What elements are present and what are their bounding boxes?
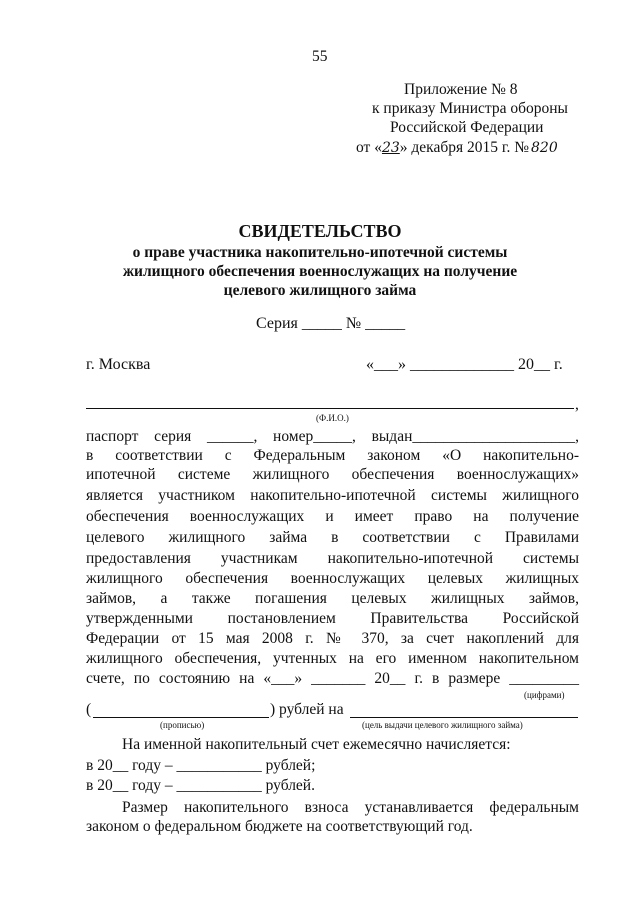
rubles-close-text: ) рублей на	[270, 701, 344, 718]
date-prefix: от «	[356, 139, 382, 156]
appendix-line-2: к приказу Министра обороны	[372, 100, 568, 117]
body-line-6: предоставления участникам накопительно-ипотечной системы	[86, 550, 579, 567]
digits-caption: (цифрами)	[524, 690, 565, 700]
body-line-3: является участником накопительно-ипотечной системы жилищного	[86, 487, 579, 504]
rubles-open-paren: (	[86, 701, 92, 718]
body-line-1: в соответствии с Федеральным законом «О накопительно-	[86, 447, 579, 464]
body-line-9: утвержденными постановлением Правительства Российской	[86, 610, 579, 627]
subtitle-line-1: о праве участника накопительно-ипотечной системы	[132, 244, 508, 261]
body-line-11: жилищного обеспечения, учтенных на его именном накопительном	[86, 650, 579, 667]
body-line-5: целевого жилищного займа в соответствии с Правилами	[86, 529, 579, 546]
document-title: СВИДЕТЕЛЬСТВО	[238, 221, 402, 241]
passport-line: паспорт серия ______, номер_____, выдан_____________________,	[86, 428, 579, 445]
appendix-line-1: Приложение № 8	[404, 81, 518, 98]
city: г. Москва	[86, 356, 151, 373]
amount-in-words-blank	[93, 717, 269, 718]
subtitle-line-3: целевого жилищного займа	[223, 282, 417, 299]
purpose-caption: (цель выдачи целевого жилищного займа)	[362, 720, 523, 730]
body-line-10: Федерации от 15 мая 2008 г. № 370, за счет накоплений для	[86, 630, 579, 647]
issue-date-line: «___» _____________ 20__ г.	[366, 356, 563, 373]
body-line-4: обеспечения военнослужащих и имеет право на получение	[86, 508, 579, 525]
year-line-1: в 20__ году – ___________ рублей;	[86, 757, 316, 774]
subtitle-line-2: жилищного обеспечения военнослужащих на получение	[122, 263, 518, 280]
body-line-7: жилищного обеспечения военнослужащих целевых жилищных	[86, 570, 579, 587]
fio-caption: (Ф.И.О.)	[316, 413, 349, 423]
body-line-2: ипотечной системе жилищного обеспечения военнослужащих»	[86, 466, 579, 483]
body-line-12: счете, по состоянию на «___» _______ 20__ г. в размере _________	[86, 670, 579, 687]
loan-purpose-blank	[350, 717, 578, 718]
fio-blank-line	[86, 408, 574, 409]
accrual-line: На именной накопительный счет ежемесячно начисляется:	[122, 736, 511, 753]
body-line-8: займов, а также погашения целевых жилищных займов,	[86, 590, 579, 607]
appendix-line-3: Российской Федерации	[390, 119, 544, 136]
handwritten-day: 23	[381, 140, 400, 156]
appendix-date-line	[356, 139, 558, 157]
final-line-1: Размер накопительного взноса устанавливается федеральным	[122, 799, 579, 816]
year-line-2: в 20__ году – ___________ рублей.	[86, 777, 315, 794]
page-number: 55	[312, 48, 328, 65]
final-line-2: законом о федеральном бюджете на соответствующий год.	[86, 818, 473, 835]
series-number-line: Серия _____ № _____	[256, 315, 406, 332]
date-middle: » декабря 2015 г. №	[399, 139, 530, 156]
handwritten-number: 820	[531, 140, 558, 156]
words-caption: (прописью)	[160, 720, 205, 730]
fio-comma: ,	[575, 396, 579, 413]
